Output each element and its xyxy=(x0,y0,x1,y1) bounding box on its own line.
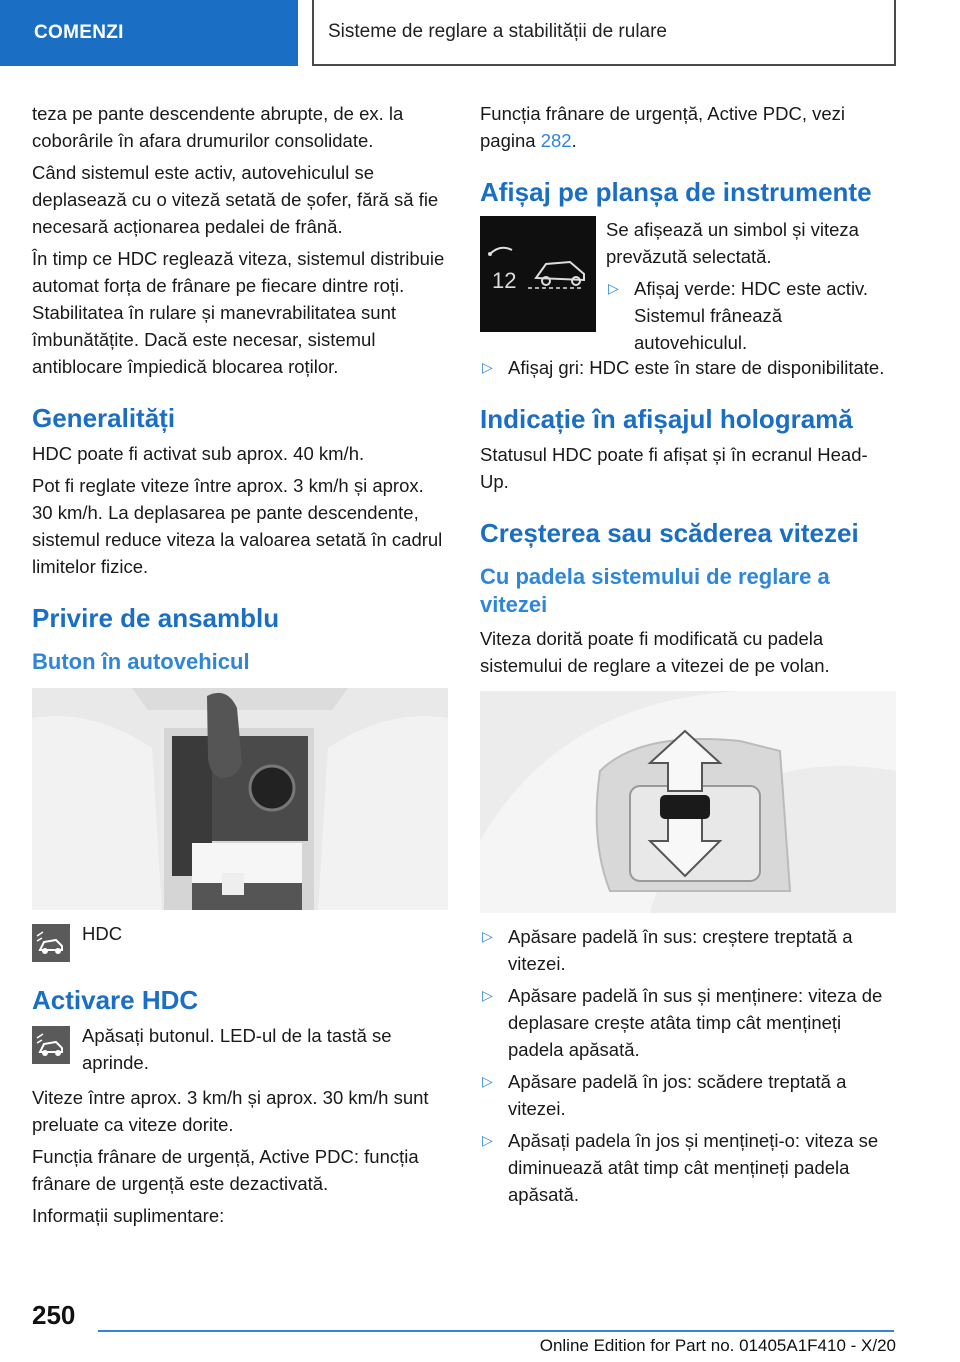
triangle-bullet-icon: ▷ xyxy=(482,1132,493,1148)
hdc-icon xyxy=(32,924,70,962)
instrument-display-image xyxy=(480,216,596,332)
footer-divider xyxy=(98,1330,894,1332)
heading-paddle: Cu padela sistemului de reglare a vitezei xyxy=(480,564,830,617)
display-speed: 12 xyxy=(492,268,517,293)
list-item: ▷ Afișaj verde: HDC este activ. Sistemul frânează autovehiculul. xyxy=(606,275,896,356)
hdc-label: HDC xyxy=(82,923,123,944)
triangle-bullet-icon: ▷ xyxy=(482,987,493,1003)
heading-hud: Indicație în afișajul hologramă xyxy=(480,404,853,434)
triangle-bullet-icon: ▷ xyxy=(482,1073,493,1089)
paragraph: Se afișează un simbol și viteza prevăzută selectată. xyxy=(606,219,859,267)
heading-speed: Creșterea sau scăderea vitezei xyxy=(480,518,859,548)
paragraph: Când sistemul este activ, autovehiculul se deplasează cu o viteză setată de șofer, fără să fie necesară acționarea pedalei de frână. xyxy=(32,162,439,237)
heading-activate: Activare HDC xyxy=(32,985,199,1015)
paragraph: În timp ce HDC reglează viteza, sistemul distribuie automat forța de frânare pe fiecare dintre roți. Stabilitatea în rulare și manevrabilitatea sunt îmbunătățite. Dacă este necesar, sistemul antiblocare împiedică blocarea roților. xyxy=(32,248,445,377)
display-section xyxy=(480,216,896,353)
paragraph: Pot fi reglate viteze între aprox. 3 km/h și aprox. 30 km/h. La deplasarea pe pante descendente, sistemul reduce viteza la valoarea setată în cadrul limitelor fizice. xyxy=(32,475,443,577)
page-number: 250 xyxy=(32,1300,76,1330)
list-item: ▷ Apăsare padelă în jos: scădere treptată a vitezei. xyxy=(480,1068,896,1122)
list-item: ▷ Apăsați padela în jos și mențineți-o: viteza se diminuează atât timp cât mențineți padela apăsată. xyxy=(480,1127,896,1208)
paragraph: HDC poate fi activat sub aprox. 40 km/h. xyxy=(32,443,365,464)
heading-button: Buton în autovehicul xyxy=(32,649,250,674)
activate-instruction xyxy=(32,1022,448,1076)
list-item: ▷ Apăsare padelă în sus și menținere: viteza de deplasare crește atâta timp cât mențineți padela apăsată. xyxy=(480,982,896,1063)
footer-edition: Online Edition for Part no. 01405A1F410 - X/20 xyxy=(539,1336,896,1355)
chapter-title: Sisteme de reglare a stabilității de rulare xyxy=(312,0,896,66)
paragraph: Funcția frânare de urgență, Active PDC: funcția frânare de urgență este dezactivată. xyxy=(32,1146,419,1194)
paragraph: Statusul HDC poate fi afișat și în ecranul Head-Up. xyxy=(480,444,868,492)
steering-paddle-image xyxy=(480,691,896,913)
heading-overview: Privire de ansamblu xyxy=(32,603,280,633)
hdc-button-legend xyxy=(32,920,448,962)
paragraph: Viteze între aprox. 3 km/h și aprox. 30 km/h sunt preluate ca viteze dorite. xyxy=(32,1087,429,1135)
triangle-bullet-icon: ▷ xyxy=(482,928,493,944)
paragraph: teza pe pante descendente abrupte, de ex. la coborârile în afara drumurilor consolidate. xyxy=(32,103,404,151)
triangle-bullet-icon: ▷ xyxy=(608,280,619,296)
section-tab: COMENZI xyxy=(0,0,298,66)
display-description xyxy=(606,216,896,361)
left-column xyxy=(32,100,448,1234)
heading-general: Generalități xyxy=(32,403,176,433)
list-item: ▷ Afișaj gri: HDC este în stare de disponibilitate. xyxy=(480,354,896,381)
paragraph: Viteza dorită poate fi modificată cu padela sistemului de reglare a vitezei de pe volan. xyxy=(480,628,830,676)
activate-text: Apăsați butonul. LED-ul de la tastă se aprinde. xyxy=(82,1025,392,1073)
heading-display: Afișaj pe planșa de instrumente xyxy=(480,177,872,207)
page-header xyxy=(0,0,960,66)
list-item: ▷ Apăsare padelă în sus: creștere treptată a vitezei. xyxy=(480,923,896,977)
center-console-image xyxy=(32,688,448,910)
triangle-bullet-icon: ▷ xyxy=(482,359,493,375)
paragraph: Informații suplimentare: xyxy=(32,1205,225,1226)
paragraph: Funcția frânare de urgență, Active PDC, vezi pagina 282. xyxy=(480,103,846,151)
right-column xyxy=(480,100,896,1213)
hdc-icon xyxy=(32,1026,70,1064)
page-link[interactable]: 282 xyxy=(540,130,572,151)
